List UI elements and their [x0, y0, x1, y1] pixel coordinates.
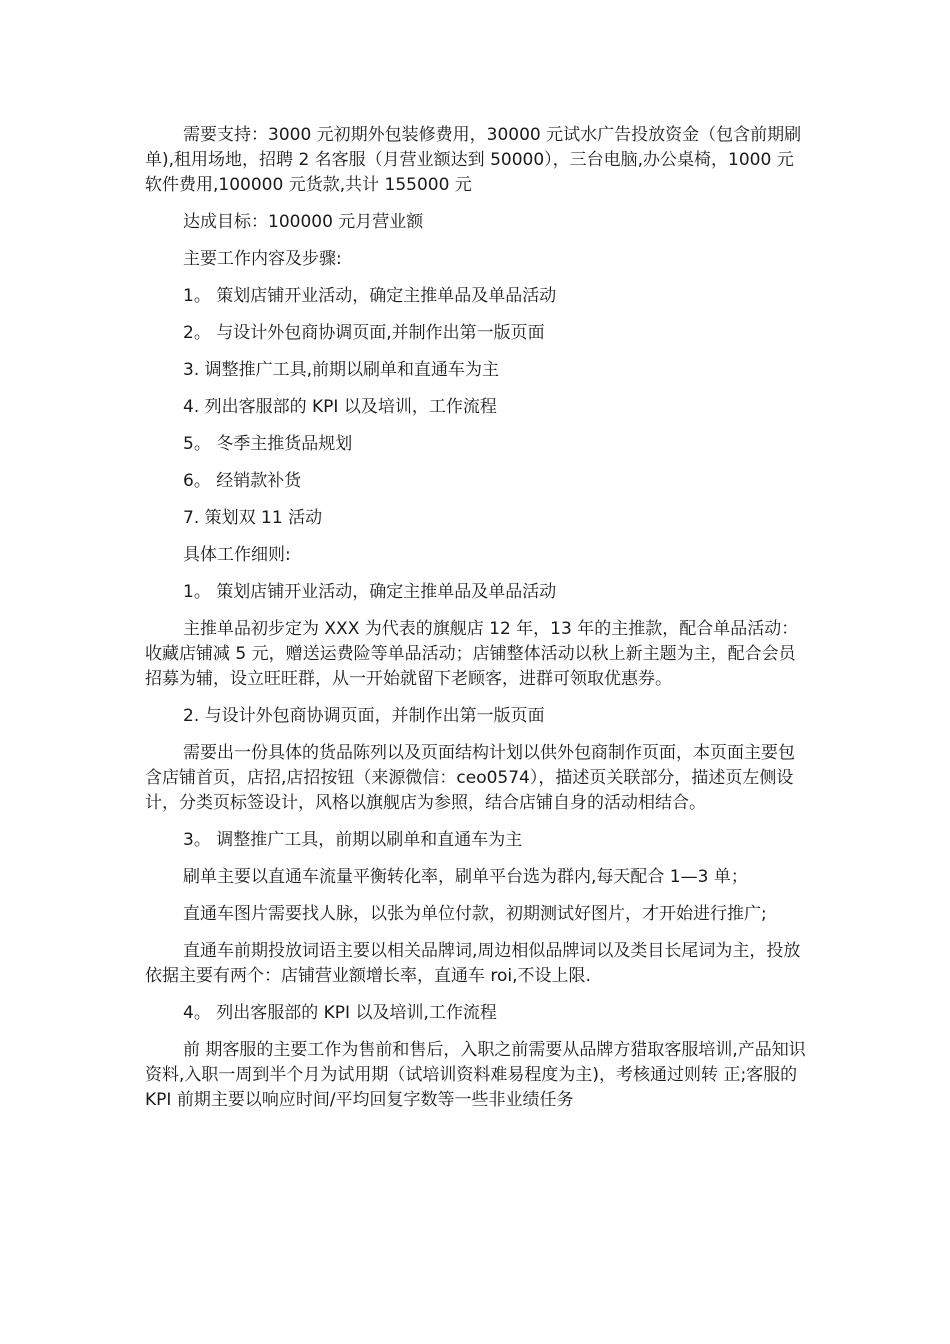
detail-body-4: 前 期客服的主要工作为售前和售后，入职之前需要从品牌方猎取客服培训,产品知识资料,入职一周到半个月为试用期（试培训资料难易程度为主)，考核通过则转 正;客服的 KPI 前期主要以响应时间/平均回复字数等一些非业绩任务	[145, 1040, 806, 1110]
paragraph-details-heading: 具体工作细则:	[183, 545, 291, 565]
detail-heading-2: 2. 与设计外包商协调页面，并制作出第一版页面	[183, 706, 545, 726]
paragraph-target: 达成目标：100000 元月营业额	[183, 212, 424, 232]
detail-body-1: 主推单品初步定为 XXX 为代表的旗舰店 12 年，13 年的主推款，配合单品活动：收藏店铺减 5 元，赠送运费险等单品活动；店铺整体活动以秋上新主题为主，配合会员招募为辅，设立旺旺群，从一开始就留下老顾客，进群可领取优惠券。	[145, 619, 799, 689]
detail-heading-4: 4。 列出客服部的 KPI 以及培训,工作流程	[183, 1003, 497, 1023]
detail-body-3c: 直通车前期投放词语主要以相关品牌词,周边相似品牌词以及类目长尾词为主，投放依据主要有两个：店铺营业额增长率，直通车 roi,不设上限.	[145, 941, 801, 986]
detail-heading-3: 3。 调整推广工具，前期以刷单和直通车为主	[183, 830, 523, 850]
document-body	[145, 123, 810, 1125]
paragraph-support-needed: 需要支持：3000 元初期外包装修费用，30000 元试水广告投放资金（包含前期刷单),租用场地，招聘 2 名客服（月营业额达到 50000），三台电脑,办公桌椅，1000 元软件费用,100000 元货款,共计 155000 元	[145, 125, 802, 195]
step-item-5: 5。 冬季主推货品规划	[183, 434, 353, 454]
step-item-7: 7. 策划双 11 活动	[183, 508, 323, 528]
detail-body-3b: 直通车图片需要找人脉，以张为单位付款，初期测试好图片，才开始进行推广;	[183, 904, 767, 924]
step-item-2: 2。 与设计外包商协调页面,并制作出第一版页面	[183, 323, 545, 343]
paragraph-main-work-heading: 主要工作内容及步骤:	[183, 249, 342, 269]
detail-body-2: 需要出一份具体的货品陈列以及页面结构计划以供外包商制作页面，本页面主要包含店铺首页，店招,店招按钮（来源微信：ceo0574），描述页关联部分，描述页左侧设计，分类页标签设计，风格以旗舰店为参照，结合店铺自身的活动相结合。	[145, 743, 795, 813]
step-item-6: 6。 经销款补货	[183, 471, 302, 491]
step-item-4: 4. 列出客服部的 KPI 以及培训，工作流程	[183, 397, 497, 417]
step-item-3: 3. 调整推广工具,前期以刷单和直通车为主	[183, 360, 500, 380]
detail-heading-1: 1。 策划店铺开业活动，确定主推单品及单品活动	[183, 582, 557, 602]
step-item-1: 1。 策划店铺开业活动，确定主推单品及单品活动	[183, 286, 557, 306]
detail-body-3a: 刷单主要以直通车流量平衡转化率，刷单平台选为群内,每天配合 1—3 单；	[183, 867, 748, 887]
